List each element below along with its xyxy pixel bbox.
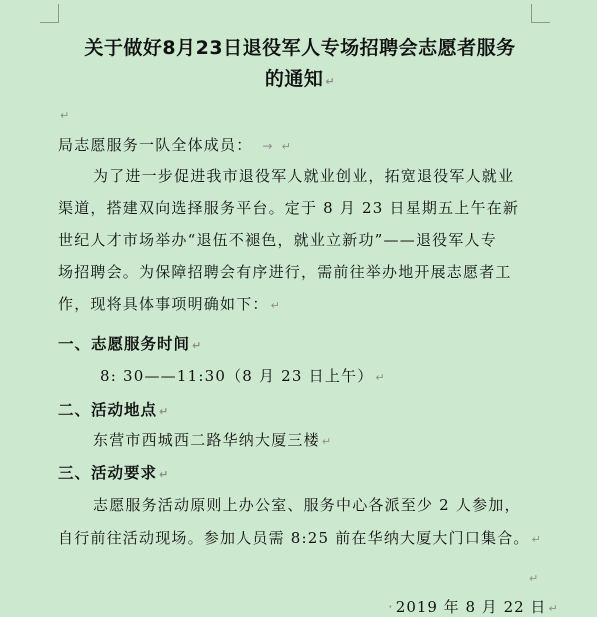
body-line-5[interactable]: 作，现将具体事项明确如下： ↵ (58, 295, 282, 313)
paragraph-mark-icon: ↵ (325, 75, 336, 88)
body-line-1[interactable]: 为了进一步促进我市退役军人就业创业，拓宽退役军人就业 (93, 167, 515, 185)
tab-arrow-icon: → (262, 139, 274, 153)
notice-title-line2[interactable]: 的通知 ↵ (264, 68, 336, 90)
paragraph-mark-icon: ↵ (321, 435, 333, 448)
page-corner-mark-right (531, 4, 550, 23)
section1-heading[interactable]: 一、志愿服务时间 ↵ (58, 335, 203, 353)
space-dot-icon: · (388, 598, 394, 616)
section1-content[interactable]: 8: 30——11:30（8 月 23 日上午） ↵ (100, 367, 386, 385)
section3-content-line1[interactable]: 志愿服务活动原则上办公室、服务中心各派至少 2 人参加， (93, 496, 521, 514)
paragraph-mark-icon: ↵ (270, 299, 282, 312)
paragraph-mark-icon: ↵ (375, 371, 386, 384)
section2-content[interactable]: 东营市西城西二路华纳大厦三楼 ↵ (93, 431, 333, 449)
paragraph-mark-icon: ↵ (548, 602, 559, 615)
paragraph-mark-icon: ↵ (531, 533, 543, 546)
page-corner-mark-left (40, 4, 59, 23)
notice-title-line1[interactable]: 关于做好8月23日退役军人专场招聘会志愿者服务 (84, 37, 516, 59)
paragraph-mark-icon: ↵ (60, 109, 70, 122)
section3-heading[interactable]: 三、活动要求 ↵ (58, 464, 170, 482)
section3-content-line2[interactable]: 自行前往活动现场。参加人员需 8:25 前在华纳大厦大门口集合。 ↵ (58, 529, 543, 547)
body-line-3[interactable]: 世纪人才市场举办“退伍不褪色，就业立新功”——退役军人专 (58, 231, 497, 249)
salutation[interactable]: 局志愿服务一队全体成员： → ↵ (58, 136, 293, 154)
section2-heading[interactable]: 二、活动地点 ↵ (58, 401, 170, 419)
empty-paragraph (527, 567, 538, 586)
empty-paragraph (58, 104, 69, 123)
paragraph-mark-icon: ↵ (192, 339, 203, 352)
paragraph-mark-icon: ↵ (159, 405, 170, 418)
body-line-2[interactable]: 渠道，搭建双向选择服务平台。定于 8 月 23 日星期五上午在新 (58, 199, 520, 217)
paragraph-mark-icon: ↵ (281, 140, 293, 153)
paragraph-mark-icon: ↵ (529, 572, 539, 585)
body-line-4[interactable]: 场招聘会。为保障招聘会有序进行，需前往举办地开展志愿者工 (58, 263, 512, 281)
notice-date[interactable]: · 2019 年 8 月 22 日 ↵ (388, 598, 559, 616)
paragraph-mark-icon: ↵ (159, 468, 170, 481)
